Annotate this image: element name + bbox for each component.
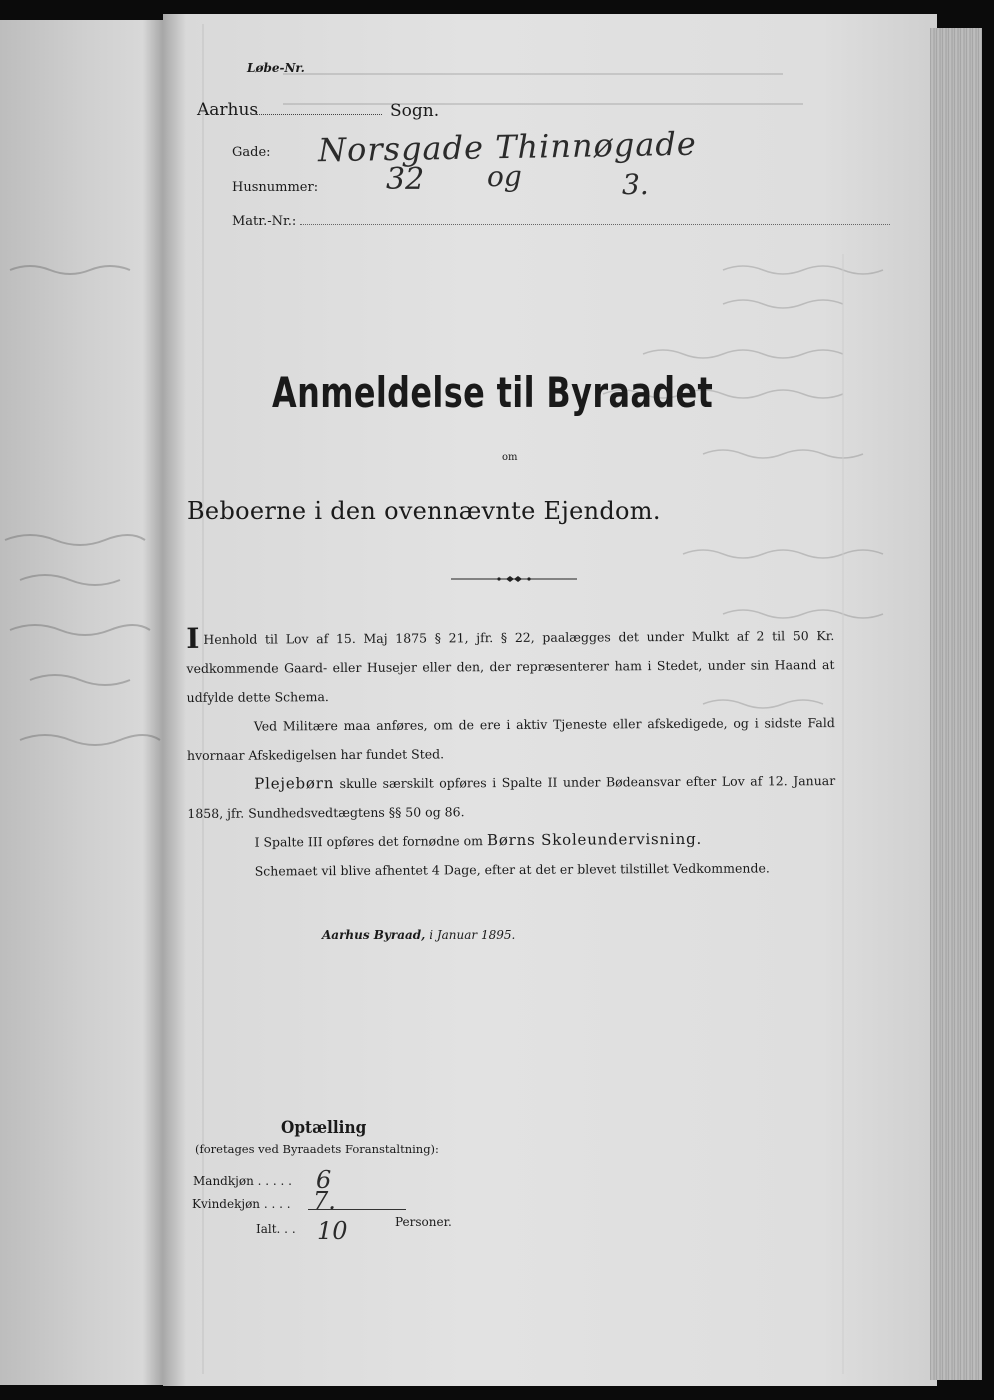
- instruction-text: Ved Militære maa anføres, om de ere i aktiv Tjeneste eller afskedigede, og i sidste Fald hvornaar Afskedigelsen har fundet Sted.: [186, 715, 835, 763]
- matr-nr-label: Matr.-Nr.:: [232, 214, 297, 229]
- instructions-text: [186, 620, 836, 886]
- form-title: Anmeldelse til Byraadet: [272, 368, 714, 417]
- handwritten-female-count: 7.: [313, 1187, 336, 1215]
- instruction-paragraph: [188, 853, 836, 886]
- instruction-paragraph: [186, 620, 835, 712]
- instruction-text: Henhold til Lov af 15. Maj 1875 § 21, jfr. § 22, paalægges det under Mulkt af 2 til 50 Kr. vedkommende Gaard- eller Husejer eller den, der repræsenterer ham i Stedet, under sin Haand at udfylde dette Schema.: [186, 628, 835, 705]
- matr-nr-line: [300, 224, 890, 225]
- bleed-through-ink: [0, 20, 168, 1385]
- personer-label: Personer.: [395, 1215, 452, 1229]
- sogn-label: Sogn.: [390, 101, 440, 121]
- page-edges: [930, 28, 982, 1380]
- handwritten-total-count: 10: [317, 1217, 348, 1245]
- emphasis-text: Plejebørn: [254, 774, 335, 793]
- gade-label: Gade:: [232, 145, 271, 160]
- ialt-label: Ialt. . .: [256, 1222, 296, 1236]
- ornament-divider-icon: [451, 573, 577, 585]
- count-subtitle: (foretages ved Byraadets Foranstaltning):: [195, 1142, 439, 1156]
- city-label: Aarhus: [197, 100, 259, 120]
- instruction-paragraph: [187, 766, 835, 828]
- handwritten-male-count: 6: [316, 1166, 332, 1194]
- kvindekjon-label: Kvindekjøn . . . .: [192, 1197, 291, 1211]
- instruction-text: I Spalte III opføres det fornødne om: [254, 833, 484, 850]
- instruction-text: skulle særskilt opføres i Spalte II under Bødeansvar efter Lov af 12. Januar 1858, jfr. Sundhedsvedtægtens §§ 50 og 86.: [187, 773, 836, 821]
- emphasis-text: Børns Skoleundervisning.: [486, 829, 703, 850]
- left-facing-page: [0, 20, 168, 1385]
- lobe-nr-label: Løbe-Nr.: [247, 61, 305, 75]
- form-subtitle: Beboerne i den ovennævnte Ejendom.: [187, 497, 661, 525]
- signature-line: [322, 928, 515, 942]
- handwritten-og: og: [487, 160, 522, 193]
- mandkjon-label: Mandkjøn . . . . .: [193, 1174, 292, 1188]
- signature-date: i Januar 1895.: [429, 928, 516, 942]
- instruction-text: Schemaet vil blive afhentet 4 Dage, efter at det er blevet tilstillet Vedkommende.: [254, 860, 770, 879]
- instruction-paragraph: [187, 824, 835, 857]
- instruction-paragraph: [187, 708, 835, 770]
- husnummer-label: Husnummer:: [232, 180, 319, 195]
- handwritten-house-number-a: 32: [386, 162, 425, 197]
- handwritten-house-number-b: 3.: [622, 168, 649, 201]
- drop-initial: I: [186, 621, 200, 655]
- om-label: om: [502, 452, 518, 463]
- count-title: Optælling: [281, 1118, 367, 1138]
- sogn-dotted-line: [256, 114, 382, 115]
- signature-org: Aarhus Byraad,: [322, 928, 426, 942]
- handwritten-street-names: Norsgade Thinnøgade: [317, 124, 698, 170]
